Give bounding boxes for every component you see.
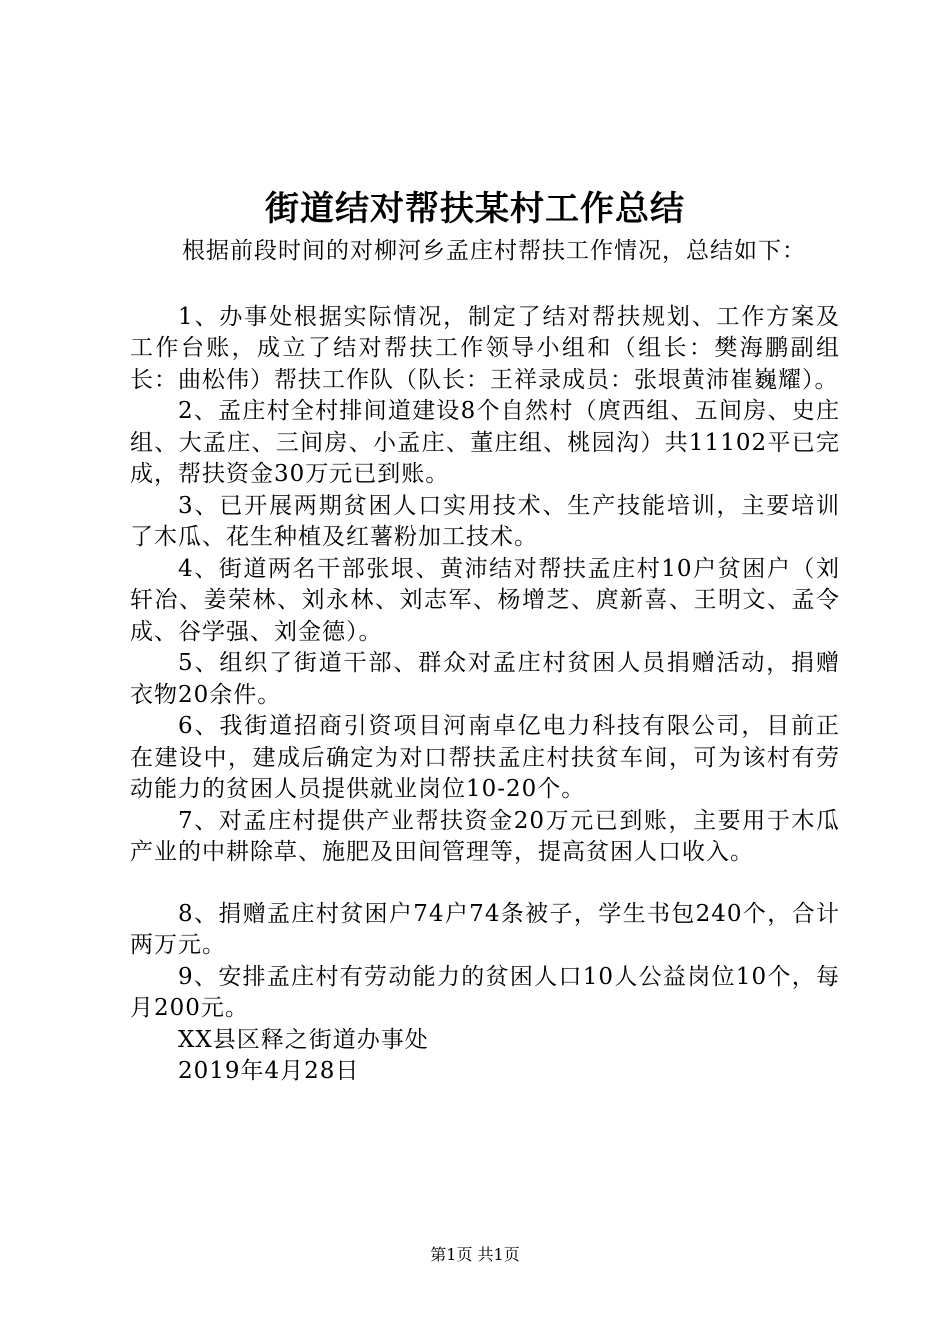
document-body (130, 236, 840, 1088)
page-footer: 第1页 共1页 (430, 1245, 520, 1264)
paragraph-2: 2、孟庄村全村排间道建设8个自然村（庹西组、五间房、史庄组、大孟庄、三间房、小孟庄、董庄组、桃园沟）共11102平已完成，帮扶资金30万元已到账。 (130, 398, 840, 487)
paragraph-9: 9、安排孟庄村有劳动能力的贫困人口10人公益岗位10个，每月200元。 (130, 963, 840, 1021)
date-line: 2019年4月28日 (178, 1058, 360, 1084)
paragraph-1: 1、办事处根据实际情况，制定了结对帮扶规划、工作方案及工作台账，成立了结对帮扶工作领导小组和（组长：樊海鹏副组长：曲松伟）帮扶工作队（队长：王祥录成员：张垠黄沛崔巍耀）。 (130, 303, 840, 393)
document-title: 街道结对帮扶某村工作总结 (265, 189, 685, 229)
paragraph-7: 7、对孟庄村提供产业帮扶资金20万元已到账，主要用于木瓜产业的中耕除草、施肥及田间管理等，提高贫困人口收入。 (130, 807, 840, 865)
intro-paragraph: 根据前段时间的对柳河乡孟庄村帮扶工作情况，总结如下： (182, 238, 806, 264)
signature-line: XX县区释之街道办事处 (178, 1026, 429, 1053)
paragraph-5: 5、组织了街道干部、群众对孟庄村贫困人员捐赠活动，捐赠衣物20余件。 (130, 650, 840, 708)
paragraph-6: 6、我街道招商引资项目河南卓亿电力科技有限公司，目前正在建设中，建成后确定为对口帮扶孟庄村扶贫车间，可为该村有劳动能力的贫困人员提供就业岗位10-20个。 (130, 713, 840, 802)
paragraph-3: 3、已开展两期贫困人口实用技术、生产技能培训，主要培训了木瓜、花生种植及红薯粉加工技术。 (130, 492, 840, 550)
paragraph-8: 8、捐赠孟庄村贫困户74户74条被子，学生书包240个，合计两万元。 (130, 900, 840, 958)
paragraph-4: 4、街道两名干部张垠、黄沛结对帮扶孟庄村10户贫困户（刘轩冶、姜荣林、刘永林、刘志军、杨增芝、庹新喜、王明文、孟令成、谷学强、刘金德）。 (130, 555, 840, 645)
